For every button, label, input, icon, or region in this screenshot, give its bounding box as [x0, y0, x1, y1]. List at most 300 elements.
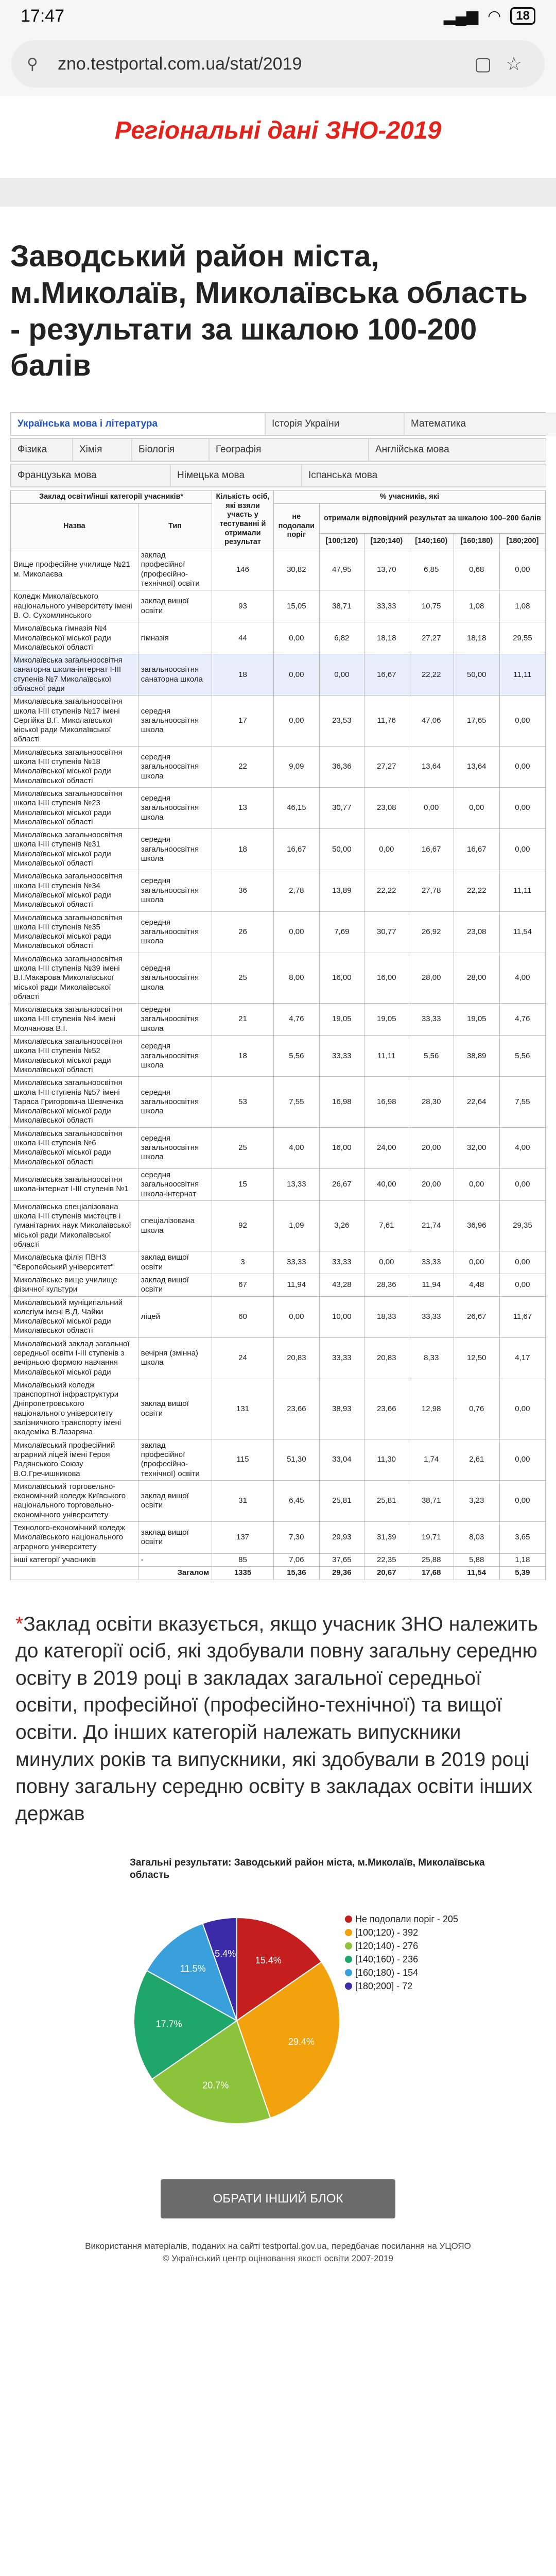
table-cell: загальноосвітня санаторна школа [138, 654, 212, 696]
tab-subject[interactable]: Хімія [73, 438, 132, 461]
table-cell: 146 [212, 549, 274, 590]
table-cell: 11,30 [364, 1439, 409, 1480]
pie-slice-label: 15.4% [255, 1955, 282, 1965]
table-cell: Миколаївська загальноосвітня школа І-ІІІ ступенів №35 Миколаївської міської ради Миколаївської області [11, 911, 138, 953]
table-cell: 53 [212, 1077, 274, 1127]
table-cell: середня загальноосвітня школа-інтернат [138, 1168, 212, 1200]
table-cell: 36,36 [319, 746, 364, 787]
table-cell: Технолого-економічний коледж Миколаївського національного аграрного університету [11, 1522, 138, 1554]
table-cell: 33,33 [409, 1004, 454, 1036]
tab-subject[interactable]: Англійська мова [369, 438, 546, 461]
table-row [11, 696, 546, 746]
table-cell: 5,39 [499, 1567, 545, 1580]
table-cell: - [138, 1553, 212, 1566]
table-cell: 29,35 [499, 1200, 545, 1251]
table-cell: 12,98 [409, 1379, 454, 1439]
table-cell: Миколаївська спеціалізована школа І-ІІІ ступенів мистецтв і гуманітарних наук Миколаївської міської ради Миколаївської області [11, 1200, 138, 1251]
table-cell: 50,00 [454, 654, 499, 696]
table-cell: 0,00 [499, 1251, 545, 1274]
table-cell: 13,64 [409, 746, 454, 787]
table-cell: 47,95 [319, 549, 364, 590]
table-cell: 16,67 [454, 829, 499, 870]
table-cell: 0,00 [273, 696, 319, 746]
table-cell: 18 [212, 829, 274, 870]
table-cell: 1335 [212, 1567, 274, 1580]
table-cell: 0,00 [499, 787, 545, 828]
table-cell: 18 [212, 1036, 274, 1077]
table-cell: 28,00 [409, 953, 454, 1003]
table-row [11, 1036, 546, 1077]
table-cell: 38,89 [454, 1036, 499, 1077]
table-cell: 0,00 [499, 549, 545, 590]
table-cell: 23,08 [364, 787, 409, 828]
table-cell: 4,17 [499, 1337, 545, 1379]
tab-subject[interactable]: Історія України [265, 413, 404, 435]
table-cell: 25,81 [319, 1480, 364, 1521]
table-cell: 0,00 [273, 1296, 319, 1337]
table-cell: 47,06 [409, 696, 454, 746]
col-name: Назва [11, 503, 138, 549]
table-cell: 0,00 [499, 746, 545, 787]
table-cell: 16,98 [364, 1077, 409, 1127]
table-cell: 11,54 [499, 911, 545, 953]
table-cell: 2,78 [273, 870, 319, 911]
table-cell: 21,74 [409, 1200, 454, 1251]
table-cell: 11,11 [499, 870, 545, 911]
table-cell: 16,00 [319, 1127, 364, 1168]
table-cell: 0,68 [454, 549, 499, 590]
table-cell: 19,71 [409, 1522, 454, 1554]
table-cell: 3,23 [454, 1480, 499, 1521]
table-cell: 18,18 [364, 622, 409, 654]
table-row [11, 746, 546, 787]
tabs-row-2 [10, 438, 546, 462]
table-cell: 4,00 [273, 1127, 319, 1168]
page-content [0, 96, 556, 2286]
table-cell: 3 [212, 1251, 274, 1274]
table-cell: середня загальноосвітня школа [138, 746, 212, 787]
table-cell: 2,61 [454, 1439, 499, 1480]
table-row [11, 622, 546, 654]
table-cell: 15,05 [273, 590, 319, 622]
table-cell: 0,76 [454, 1379, 499, 1439]
table-row [11, 1168, 546, 1200]
table-cell: 11,11 [499, 654, 545, 696]
table-cell: 21 [212, 1004, 274, 1036]
footnote-text: Заклад освіти вказується, якщо учасник ЗНО належить до категорії осіб, які здобували повну загальну середню освіту в 2019 році в закладах загальної середньої освіти, професійної (професійно-технічної) та вищої освіти. До інших категорій належать випускники минулих років та випускники, які здобували в 2019 році повну загальну середню освіту в закладах освіти інших держав [15, 1613, 538, 1825]
legend-item[interactable] [345, 1966, 458, 1979]
table-cell: 18,18 [454, 622, 499, 654]
tab-subject[interactable]: Німецька мова [170, 464, 302, 487]
table-row [11, 1077, 546, 1127]
table-cell: інші категорії учасників [11, 1553, 138, 1566]
table-cell: Миколаївський муніципальний колегіум імені В.Д. Чайки Миколаївської міської ради Миколаївської області [11, 1296, 138, 1337]
table-row [11, 787, 546, 828]
table-cell: 31 [212, 1480, 274, 1521]
table-cell: 28,00 [454, 953, 499, 1003]
table-cell: 17,65 [454, 696, 499, 746]
table-cell: 24,00 [364, 1127, 409, 1168]
table-cell: 0,00 [499, 1274, 545, 1296]
table-cell: 137 [212, 1522, 274, 1554]
table-cell: 0,00 [499, 696, 545, 746]
tab-subject[interactable]: Фізика [11, 438, 73, 461]
table-cell: 6,85 [409, 549, 454, 590]
legend-item[interactable] [345, 1979, 458, 1993]
table-cell: 16,00 [319, 953, 364, 1003]
table-cell: 1,74 [409, 1439, 454, 1480]
table-cell: 24 [212, 1337, 274, 1379]
table-cell: заклад вищої освіти [138, 1274, 212, 1296]
table-row [11, 1296, 546, 1337]
table-cell: Миколаївська загальноосвітня школа І-ІІІ ступенів №52 Миколаївської міської ради Миколаївської області [11, 1036, 138, 1077]
table-cell: 0,00 [454, 1251, 499, 1274]
table-cell: середня загальноосвітня школа [138, 1036, 212, 1077]
table-cell: 33,33 [273, 1251, 319, 1274]
table-cell: 9,09 [273, 746, 319, 787]
table-cell: 1,09 [273, 1200, 319, 1251]
table-cell: 4,76 [499, 1004, 545, 1036]
pie-slice-label: 11.5% [180, 1963, 206, 1974]
table-cell: Миколаївська гімназія №4 Миколаївської міської ради Миколаївської області [11, 622, 138, 654]
table-cell: 11,67 [499, 1296, 545, 1337]
table-cell: 33,33 [319, 1337, 364, 1379]
legend-swatch [345, 1982, 352, 1990]
reader-mode-icon[interactable]: ▢ [474, 53, 492, 74]
table-cell: 0,00 [454, 1168, 499, 1200]
table-cell: 7,69 [319, 911, 364, 953]
table-cell: 25 [212, 953, 274, 1003]
table-row [11, 1127, 546, 1168]
table-row [11, 870, 546, 911]
browser-toolbar [0, 32, 556, 96]
table-cell: 28,30 [409, 1077, 454, 1127]
table-cell: 22,35 [364, 1553, 409, 1566]
choose-block-button[interactable]: ОБРАТИ ІНШИЙ БЛОК [161, 2179, 395, 2218]
table-cell: 27,27 [409, 622, 454, 654]
table-cell: 4,00 [499, 1127, 545, 1168]
table-cell: Миколаївська загальноосвітня санаторна школа-інтернат І-ІІІ ступенів №7 Миколаївської обласної ради [11, 654, 138, 696]
legend-item[interactable] [345, 1926, 458, 1939]
table-cell: 18,33 [364, 1296, 409, 1337]
table-cell: 26,67 [319, 1168, 364, 1200]
table-row [11, 1251, 546, 1274]
table-cell: 8,00 [273, 953, 319, 1003]
table-cell: 33,33 [319, 1251, 364, 1274]
col-count: Кількість осіб, які взяли участь у тестуванні й отримали результат [212, 491, 274, 549]
table-cell [11, 1567, 138, 1580]
table-cell: 1,08 [454, 590, 499, 622]
table-cell: 1,08 [499, 590, 545, 622]
table-cell: 37,65 [319, 1553, 364, 1566]
table-cell: 27,78 [409, 870, 454, 911]
table-cell: 20,83 [273, 1337, 319, 1379]
table-cell: 23,66 [273, 1379, 319, 1439]
tab-subject[interactable]: Математика [404, 413, 556, 435]
results-table [10, 490, 546, 1580]
table-cell: 13 [212, 787, 274, 828]
table-cell: середня загальноосвітня школа [138, 787, 212, 828]
table-cell: 1,18 [499, 1553, 545, 1566]
table-cell: 0,00 [273, 654, 319, 696]
table-cell: 16,00 [364, 953, 409, 1003]
col-range: [100;120) [319, 534, 364, 549]
legend-label: [100;120) - 392 [355, 1927, 419, 1938]
table-cell: 0,00 [454, 787, 499, 828]
table-cell: 0,00 [409, 787, 454, 828]
table-cell: Миколаївська загальноосвітня школа І-ІІІ ступенів №23 Миколаївської міської ради Миколаївської області [11, 787, 138, 828]
table-cell: середня загальноосвітня школа [138, 696, 212, 746]
bookmark-icon[interactable]: ☆ [505, 53, 523, 74]
table-cell: середня загальноосвітня школа [138, 1127, 212, 1168]
wifi-icon: ◠ [488, 7, 501, 25]
table-cell: 93 [212, 590, 274, 622]
table-row [11, 1337, 546, 1379]
table-cell: заклад професійної (професійно-технічної) освіти [138, 549, 212, 590]
table-cell: Миколаївська загальноосвітня школа І-ІІІ ступенів №6 Миколаївської міської ради Миколаївської області [11, 1127, 138, 1168]
table-cell: середня загальноосвітня школа [138, 1077, 212, 1127]
table-row [11, 549, 546, 590]
divider-band [0, 178, 556, 207]
table-row [11, 654, 546, 696]
table-cell: 18 [212, 654, 274, 696]
table-cell: 11,94 [273, 1274, 319, 1296]
pie-slice-label: 17.7% [155, 2019, 182, 2029]
table-cell: 5,56 [499, 1036, 545, 1077]
table-cell: 22,22 [409, 654, 454, 696]
table-row [11, 1439, 546, 1480]
table-cell: 26,67 [454, 1296, 499, 1337]
table-cell: 31,39 [364, 1522, 409, 1554]
table-cell: 50,00 [319, 829, 364, 870]
table-cell: 92 [212, 1200, 274, 1251]
legend-label: [180;200] - 72 [355, 1981, 413, 1992]
table-cell: Миколаївська загальноосвітня школа І-ІІІ ступенів №17 імені Сергійка В.Г. Миколаївської міської ради Миколаївської області [11, 696, 138, 746]
table-row [11, 1480, 546, 1521]
tab-subject[interactable]: Українська мова і література [11, 413, 265, 435]
table-cell: 40,00 [364, 1168, 409, 1200]
table-cell: 5,56 [273, 1036, 319, 1077]
table-cell: 23,53 [319, 696, 364, 746]
table-cell: Миколаївська загальноосвітня школа І-ІІІ ступенів №39 імені В.І.Макарова Миколаївської міської ради Миколаївської області [11, 953, 138, 1003]
table-cell: 7,55 [273, 1077, 319, 1127]
table-row [11, 829, 546, 870]
table-cell: 3,26 [319, 1200, 364, 1251]
url-text[interactable]: zno.testportal.com.ua/stat/2019 [58, 54, 302, 74]
table-cell: середня загальноосвітня школа [138, 829, 212, 870]
table-cell: заклад вищої освіти [138, 1379, 212, 1439]
table-row [11, 1567, 546, 1580]
table-cell: 6,82 [319, 622, 364, 654]
table-cell: гімназія [138, 622, 212, 654]
table-cell: 85 [212, 1553, 274, 1566]
table-cell: 22,64 [454, 1077, 499, 1127]
table-cell: Миколаївський торговельно-економічний коледж Київського національного торговельно-економічного університету [11, 1480, 138, 1521]
table-cell: 22,22 [364, 870, 409, 911]
table-cell: заклад вищої освіти [138, 1480, 212, 1521]
table-cell: 33,33 [319, 1036, 364, 1077]
table-cell: 38,71 [319, 590, 364, 622]
table-cell: 11,76 [364, 696, 409, 746]
col-range: [180;200] [499, 534, 545, 549]
table-cell: Миколаївська загальноосвітня школа І-ІІІ ступенів №4 імені Молчанова В.І. [11, 1004, 138, 1036]
table-cell: 36 [212, 870, 274, 911]
site-info-icon[interactable]: ⚲ [27, 55, 38, 73]
table-cell: заклад вищої освіти [138, 590, 212, 622]
tab-subject[interactable]: Географія [209, 438, 369, 461]
table-cell: 4,00 [499, 953, 545, 1003]
table-cell: 23,66 [364, 1379, 409, 1439]
table-cell: 44 [212, 622, 274, 654]
table-cell: 30,82 [273, 549, 319, 590]
table-cell: 0,00 [364, 829, 409, 870]
table-cell: 5,56 [409, 1036, 454, 1077]
pie-slice-label: 29.4% [288, 2036, 315, 2047]
col-range: [120;140) [364, 534, 409, 549]
table-row [11, 911, 546, 953]
table-cell: 11,11 [364, 1036, 409, 1077]
legend-label: [120;140) - 276 [355, 1940, 419, 1951]
table-cell: 0,00 [499, 1379, 545, 1439]
tabs-row-1 [10, 412, 546, 436]
table-row [11, 1379, 546, 1439]
legend-label: [160;180) - 154 [355, 1968, 419, 1978]
table-cell: 33,33 [409, 1251, 454, 1274]
footer-line-1: Використання матеріалів, поданих на сайті testportal.gov.ua, передбачає посилання на УЦОЯО [85, 2241, 471, 2251]
table-row [11, 1522, 546, 1554]
table-cell: 60 [212, 1296, 274, 1337]
table-cell: 0,00 [499, 829, 545, 870]
table-cell: 26 [212, 911, 274, 953]
table-cell: 0,00 [319, 654, 364, 696]
legend-swatch [345, 1929, 352, 1936]
table-cell: 13,33 [273, 1168, 319, 1200]
table-row [11, 590, 546, 622]
table-cell: 0,00 [273, 622, 319, 654]
table-row [11, 1553, 546, 1566]
table-cell: 3,65 [499, 1522, 545, 1554]
table-cell: 16,98 [319, 1077, 364, 1127]
table-cell: Миколаївська загальноосвітня школа-інтернат І-ІІІ ступенів №1 [11, 1168, 138, 1200]
table-cell: 10,00 [319, 1296, 364, 1337]
table-cell: 67 [212, 1274, 274, 1296]
table-cell: середня загальноосвітня школа [138, 953, 212, 1003]
table-cell: ліцей [138, 1296, 212, 1337]
table-cell: 23,08 [454, 911, 499, 953]
table-cell: Вище професійне училище №21 м. Миколаєва [11, 549, 138, 590]
table-cell: 33,33 [409, 1296, 454, 1337]
table-cell: Миколаївська загальноосвітня школа І-ІІІ ступенів №34 Миколаївської міської ради Миколаївської області [11, 870, 138, 911]
table-cell: 12,50 [454, 1337, 499, 1379]
legend-item[interactable] [345, 1953, 458, 1966]
subject-tabs [10, 412, 546, 487]
table-cell: 28,36 [364, 1274, 409, 1296]
table-cell: 7,30 [273, 1522, 319, 1554]
pie-slice-label: 5.4% [215, 1948, 236, 1959]
page-title: Заводський район міста, м.Миколаїв, Миколаївська область - результати за шкалою 100-200 балів [10, 240, 528, 383]
table-cell: спеціалізована школа [138, 1200, 212, 1251]
table-cell: 38,93 [319, 1379, 364, 1439]
chart-legend [345, 1912, 458, 1993]
tab-subject[interactable]: Іспанська мова [302, 464, 546, 487]
chart-title: Загальні результати: Заводський район міста, м.Миколаїв, Миколаївська область [130, 1857, 485, 1881]
table-cell: Миколаївський професійний аграрний ліцей імені Героя Радянського Союзу В.О.Гречишникова [11, 1439, 138, 1480]
tab-subject[interactable]: Французька мова [11, 464, 170, 487]
table-cell: 16,67 [364, 654, 409, 696]
footer-line-2: © Український центр оцінювання якості освіти 2007-2019 [163, 2253, 393, 2264]
table-cell: 17 [212, 696, 274, 746]
legend-item[interactable] [345, 1912, 458, 1926]
results-body [11, 549, 546, 1580]
table-cell: Миколаївська філія ПВНЗ "Європейський університет" [11, 1251, 138, 1274]
table-cell: 0,00 [364, 1251, 409, 1274]
address-bar[interactable] [11, 40, 545, 88]
table-row [11, 1200, 546, 1251]
table-cell: Миколаївська загальноосвітня школа І-ІІІ ступенів №18 Миколаївської міської ради Миколаївської області [11, 746, 138, 787]
table-cell: 30,77 [364, 911, 409, 953]
table-cell: Миколаївська загальноосвітня школа І-ІІІ ступенів №57 імені Тараса Григоровича Шевченка Миколаївської міської ради Миколаївської області [11, 1077, 138, 1127]
status-icons [444, 7, 535, 25]
table-cell: 29,93 [319, 1522, 364, 1554]
table-cell: 10,75 [409, 590, 454, 622]
footer [10, 2240, 546, 2286]
col-percent: % учасників, які [273, 491, 545, 504]
table-cell: 33,33 [364, 590, 409, 622]
table-cell: середня загальноосвітня школа [138, 870, 212, 911]
table-cell: середня загальноосвітня школа [138, 911, 212, 953]
status-time: 17:47 [21, 6, 65, 26]
pie-svg [129, 1912, 345, 2129]
footnote [10, 1580, 546, 1852]
table-cell: 0,00 [273, 911, 319, 953]
table-cell: 46,15 [273, 787, 319, 828]
table-cell: 131 [212, 1379, 274, 1439]
region-title: Регіональні дані ЗНО-2019 [114, 117, 442, 144]
table-cell: заклад вищої освіти [138, 1522, 212, 1554]
table-cell: 0,00 [499, 1480, 545, 1521]
legend-swatch [345, 1942, 352, 1950]
table-cell: 6,45 [273, 1480, 319, 1521]
legend-item[interactable] [345, 1939, 458, 1953]
table-cell: 16,67 [409, 829, 454, 870]
pie-chart [77, 1852, 520, 2140]
tabs-row-3 [10, 464, 546, 487]
table-cell: 5,88 [454, 1553, 499, 1566]
table-cell: 25,88 [409, 1553, 454, 1566]
table-cell: 7,06 [273, 1553, 319, 1566]
table-cell: Миколаївський коледж транспортної інфраструктури Дніпропетровського національного університету залізничного транспорту імені академіка В.Лазаряна [11, 1379, 138, 1439]
table-cell: заклад вищої освіти [138, 1251, 212, 1274]
col-range: [140;160) [409, 534, 454, 549]
table-cell: 7,61 [364, 1200, 409, 1251]
table-cell: 43,28 [319, 1274, 364, 1296]
table-cell: 0,00 [499, 1168, 545, 1200]
table-cell: 4,48 [454, 1274, 499, 1296]
table-cell: 22,22 [454, 870, 499, 911]
legend-swatch [345, 1969, 352, 1976]
table-cell: 26,92 [409, 911, 454, 953]
table-cell: вечірня (змінна) школа [138, 1337, 212, 1379]
col-not-passed: не подолали поріг [273, 503, 319, 549]
pie-slice-label: 20.7% [202, 2080, 229, 2091]
table-cell: 20,00 [409, 1168, 454, 1200]
table-cell: 8,33 [409, 1337, 454, 1379]
table-cell: 19,05 [364, 1004, 409, 1036]
signal-icon: ▂▄▆ [443, 7, 479, 25]
table-cell: 15,36 [273, 1567, 319, 1580]
tab-subject[interactable]: Біологія [132, 438, 209, 461]
table-cell: 22 [212, 746, 274, 787]
